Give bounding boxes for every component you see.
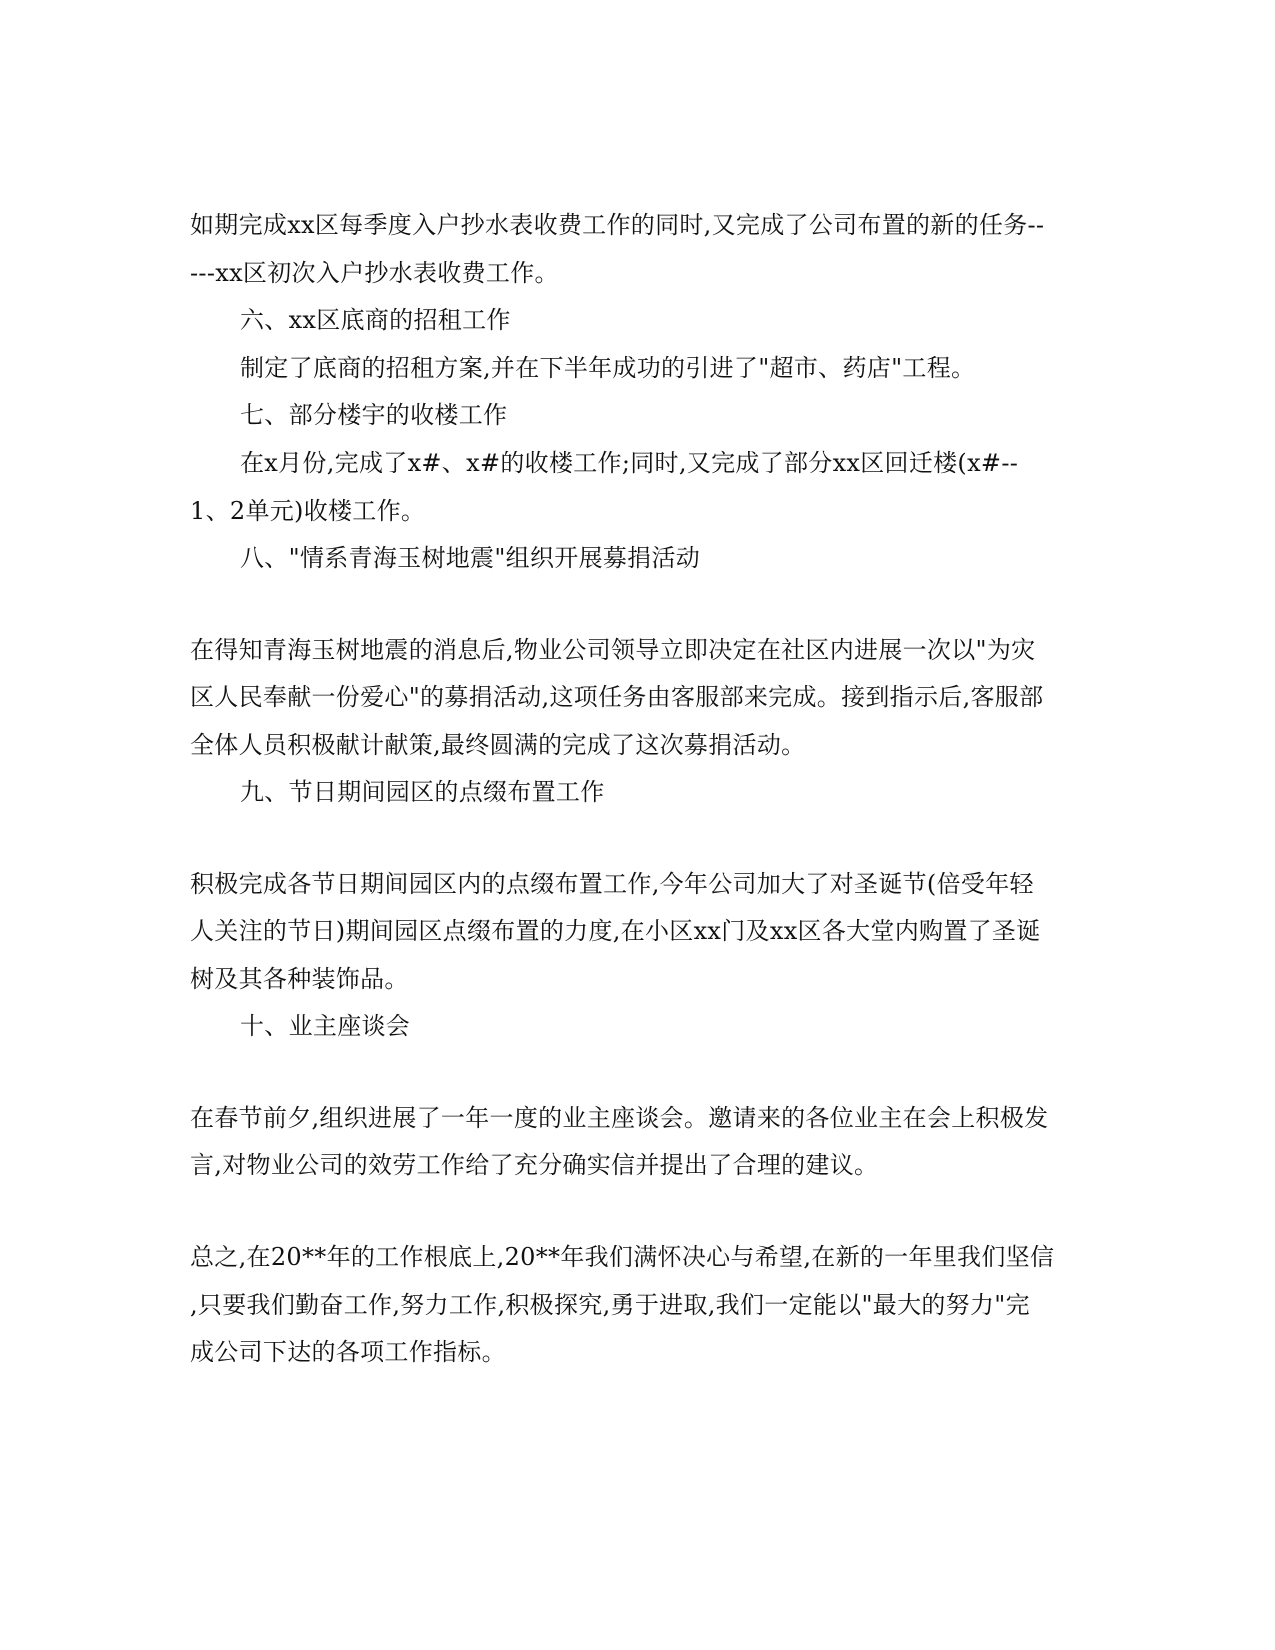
body-text-line: 制定了底商的招租方案,并在下半年成功的引进了"超市、药店"工程。 <box>240 354 976 382</box>
section-heading-10: 十、业主座谈会 <box>240 1012 411 1040</box>
body-text-line: 在得知青海玉树地震的消息后,物业公司领导立即决定在社区内进展一次以"为灾 <box>190 636 1036 664</box>
section-heading-8: 八、"情系青海玉树地震"组织开展募捐活动 <box>240 544 701 572</box>
body-text-line: 全体人员积极献计献策,最终圆满的完成了这次募捐活动。 <box>190 731 806 759</box>
body-text-line: 区人民奉献一份爱心"的募捐活动,这项任务由客服部来完成。接到指示后,客服部 <box>190 683 1044 711</box>
section-heading-6: 六、xx区底商的招租工作 <box>240 306 511 334</box>
body-text-line: 言,对物业公司的效劳工作给了充分确实信并提出了合理的建议。 <box>190 1151 879 1179</box>
body-text-line: 人关注的节日)期间园区点缀布置的力度,在小区xx门及xx区各大堂内购置了圣诞 <box>190 917 1041 945</box>
body-text-line: 如期完成xx区每季度入户抄水表收费工作的同时,又完成了公司布置的新的任务-- <box>190 211 1045 239</box>
body-text-line: 树及其各种装饰品。 <box>190 965 409 993</box>
section-heading-7: 七、部分楼宇的收楼工作 <box>240 401 508 429</box>
body-text-line: 积极完成各节日期间园区内的点缀布置工作,今年公司加大了对圣诞节(倍受年轻 <box>190 870 1034 898</box>
body-text-line: 在春节前夕,组织进展了一年一度的业主座谈会。邀请来的各位业主在会上积极发 <box>190 1104 1049 1132</box>
section-heading-9: 九、节日期间园区的点缀布置工作 <box>240 778 605 806</box>
body-text-line: ,只要我们勤奋工作,努力工作,积极探究,勇于进取,我们一定能以"最大的努力"完 <box>190 1291 1030 1319</box>
body-text-line: 1、2单元)收楼工作。 <box>190 497 426 525</box>
body-text-line: 总之,在20**年的工作根底上,20**年我们满怀决心与希望,在新的一年里我们坚信 <box>190 1243 1055 1271</box>
body-text-line: 在x月份,完成了x#、x#的收楼工作;同时,又完成了部分xx区回迁楼(x#-- <box>240 449 1019 477</box>
body-text-line: 成公司下达的各项工作指标。 <box>190 1338 506 1366</box>
body-text-line: ---xx区初次入户抄水表收费工作。 <box>190 259 559 287</box>
